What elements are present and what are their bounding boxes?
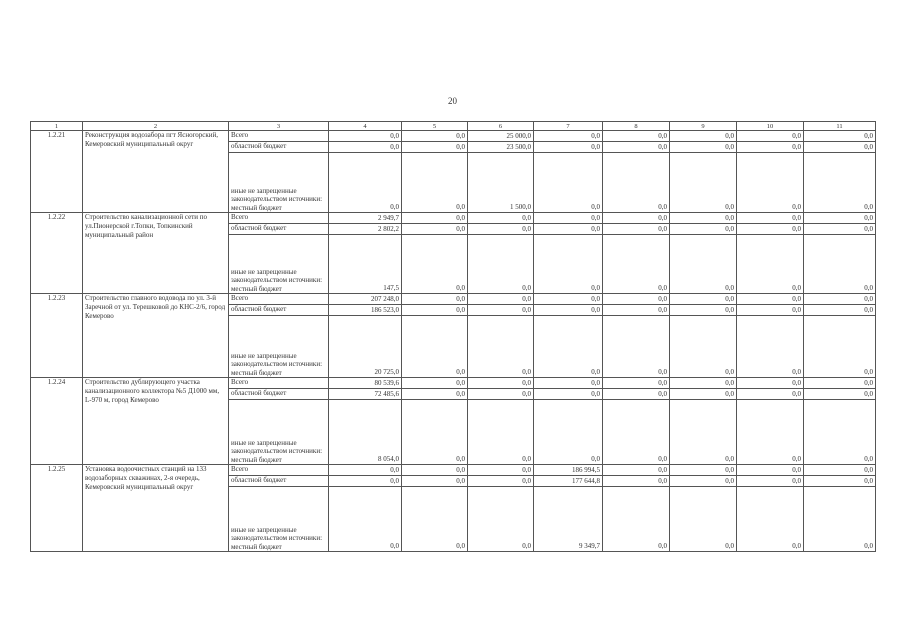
source-other-local: иные не запрещенные законодательством источники: местный бюджет <box>229 153 329 213</box>
value-cell: 0,0 <box>603 131 670 142</box>
value-cell: 0,0 <box>534 131 603 142</box>
value-cell: 0,0 <box>670 389 737 400</box>
value-cell: 0,0 <box>804 378 876 389</box>
column-header: 8 <box>603 122 670 131</box>
value-cell: 0,0 <box>670 131 737 142</box>
source-total: Всего <box>229 131 329 142</box>
value-cell: 0,0 <box>603 213 670 224</box>
value-cell: 0,0 <box>737 235 804 294</box>
value-cell: 0,0 <box>402 294 468 305</box>
value-cell: 186 994,5 <box>534 465 603 476</box>
value-cell: 1 500,0 <box>468 153 534 213</box>
value-cell: 0,0 <box>804 224 876 235</box>
value-cell: 0,0 <box>737 153 804 213</box>
column-header: 1 <box>31 122 83 131</box>
column-header: 3 <box>229 122 329 131</box>
value-cell: 0,0 <box>402 213 468 224</box>
value-cell: 0,0 <box>468 389 534 400</box>
value-cell: 0,0 <box>534 378 603 389</box>
value-cell: 0,0 <box>534 400 603 465</box>
source-total: Всего <box>229 465 329 476</box>
source-total: Всего <box>229 378 329 389</box>
value-cell: 0,0 <box>737 476 804 487</box>
source-regional: областной бюджет <box>229 305 329 316</box>
value-cell: 0,0 <box>402 465 468 476</box>
value-cell: 0,0 <box>603 305 670 316</box>
value-cell: 0,0 <box>670 294 737 305</box>
value-cell: 0,0 <box>534 294 603 305</box>
value-cell: 0,0 <box>534 316 603 378</box>
value-cell: 0,0 <box>603 389 670 400</box>
value-cell: 0,0 <box>402 389 468 400</box>
value-cell: 0,0 <box>603 235 670 294</box>
value-cell: 0,0 <box>534 153 603 213</box>
value-cell: 0,0 <box>329 487 402 552</box>
value-cell: 0,0 <box>603 378 670 389</box>
value-cell: 8 054,0 <box>329 400 402 465</box>
value-cell: 0,0 <box>804 213 876 224</box>
column-header: 11 <box>804 122 876 131</box>
value-cell: 0,0 <box>402 142 468 153</box>
column-header: 10 <box>737 122 804 131</box>
value-cell: 0,0 <box>402 378 468 389</box>
value-cell: 0,0 <box>329 131 402 142</box>
value-cell: 0,0 <box>603 487 670 552</box>
value-cell: 0,0 <box>468 305 534 316</box>
value-cell: 0,0 <box>468 294 534 305</box>
source-regional: областной бюджет <box>229 142 329 153</box>
page-number: 20 <box>448 96 457 106</box>
item-code: 1.2.25 <box>31 465 83 552</box>
item-code: 1.2.22 <box>31 213 83 294</box>
value-cell: 0,0 <box>670 487 737 552</box>
value-cell: 0,0 <box>402 476 468 487</box>
value-cell: 0,0 <box>534 305 603 316</box>
table-row <box>31 131 876 142</box>
value-cell: 0,0 <box>468 476 534 487</box>
value-cell: 0,0 <box>804 465 876 476</box>
column-header: 2 <box>83 122 229 131</box>
value-cell: 2 802,2 <box>329 224 402 235</box>
value-cell: 0,0 <box>468 487 534 552</box>
item-code: 1.2.24 <box>31 378 83 465</box>
value-cell: 186 523,0 <box>329 305 402 316</box>
value-cell: 0,0 <box>737 142 804 153</box>
value-cell: 20 725,0 <box>329 316 402 378</box>
value-cell: 0,0 <box>737 465 804 476</box>
value-cell: 0,0 <box>402 316 468 378</box>
item-name: Реконструкция водозабора пгт Ясногорский, Кемеровский муниципальный округ <box>83 131 229 213</box>
item-code: 1.2.21 <box>31 131 83 213</box>
value-cell: 0,0 <box>603 400 670 465</box>
value-cell: 0,0 <box>804 294 876 305</box>
value-cell: 0,0 <box>804 316 876 378</box>
value-cell: 0,0 <box>329 465 402 476</box>
value-cell: 0,0 <box>670 476 737 487</box>
item-name: Строительство дублирующего участка канализационного коллектора №5 Д1000 мм, L-970 м, город Кемерово <box>83 378 229 465</box>
value-cell: 0,0 <box>737 400 804 465</box>
item-code: 1.2.23 <box>31 294 83 378</box>
value-cell: 9 349,7 <box>534 487 603 552</box>
funding-table <box>30 121 876 552</box>
source-regional: областной бюджет <box>229 389 329 400</box>
value-cell: 0,0 <box>737 131 804 142</box>
column-header: 7 <box>534 122 603 131</box>
value-cell: 0,0 <box>603 224 670 235</box>
value-cell: 0,0 <box>402 131 468 142</box>
source-total: Всего <box>229 213 329 224</box>
value-cell: 0,0 <box>468 224 534 235</box>
source-other-local: иные не запрещенные законодательством источники: местный бюджет <box>229 487 329 552</box>
value-cell: 0,0 <box>670 400 737 465</box>
value-cell: 0,0 <box>737 316 804 378</box>
source-regional: областной бюджет <box>229 476 329 487</box>
value-cell: 0,0 <box>402 305 468 316</box>
table-row <box>31 378 876 389</box>
value-cell: 0,0 <box>468 316 534 378</box>
source-regional: областной бюджет <box>229 224 329 235</box>
value-cell: 0,0 <box>402 153 468 213</box>
value-cell: 0,0 <box>603 294 670 305</box>
value-cell: 0,0 <box>603 476 670 487</box>
value-cell: 0,0 <box>804 142 876 153</box>
value-cell: 25 000,0 <box>468 131 534 142</box>
column-header: 4 <box>329 122 402 131</box>
value-cell: 0,0 <box>804 476 876 487</box>
value-cell: 0,0 <box>468 213 534 224</box>
table-row <box>31 213 876 224</box>
value-cell: 177 644,8 <box>534 476 603 487</box>
table-row <box>31 294 876 305</box>
source-other-local: иные не запрещенные законодательством источники: местный бюджет <box>229 400 329 465</box>
value-cell: 0,0 <box>670 378 737 389</box>
value-cell: 2 949,7 <box>329 213 402 224</box>
value-cell: 0,0 <box>603 465 670 476</box>
source-other-local: иные не запрещенные законодательством источники: местный бюджет <box>229 235 329 294</box>
value-cell: 0,0 <box>804 400 876 465</box>
value-cell: 0,0 <box>468 235 534 294</box>
value-cell: 0,0 <box>670 465 737 476</box>
value-cell: 207 248,0 <box>329 294 402 305</box>
value-cell: 0,0 <box>737 389 804 400</box>
value-cell: 0,0 <box>737 213 804 224</box>
value-cell: 80 539,6 <box>329 378 402 389</box>
value-cell: 0,0 <box>534 213 603 224</box>
source-total: Всего <box>229 294 329 305</box>
item-name: Строительство канализационной сети по ул.Пионерской г.Топки, Топкинский муниципальный район <box>83 213 229 294</box>
column-header: 5 <box>402 122 468 131</box>
value-cell: 0,0 <box>804 389 876 400</box>
value-cell: 0,0 <box>737 487 804 552</box>
value-cell: 0,0 <box>329 153 402 213</box>
value-cell: 0,0 <box>534 142 603 153</box>
value-cell: 0,0 <box>670 213 737 224</box>
value-cell: 0,0 <box>670 153 737 213</box>
value-cell: 0,0 <box>329 142 402 153</box>
value-cell: 0,0 <box>737 378 804 389</box>
value-cell: 0,0 <box>468 400 534 465</box>
table-row <box>31 465 876 476</box>
value-cell: 147,5 <box>329 235 402 294</box>
value-cell: 0,0 <box>670 316 737 378</box>
value-cell: 0,0 <box>468 378 534 389</box>
value-cell: 0,0 <box>534 224 603 235</box>
value-cell: 0,0 <box>402 235 468 294</box>
value-cell: 0,0 <box>603 316 670 378</box>
value-cell: 0,0 <box>329 476 402 487</box>
value-cell: 0,0 <box>804 487 876 552</box>
value-cell: 0,0 <box>534 235 603 294</box>
value-cell: 0,0 <box>468 465 534 476</box>
item-name: Установка водоочистных станций на 133 водозаборных скважинах, 2-я очередь, Кемеровский муниципальный округ <box>83 465 229 552</box>
value-cell: 0,0 <box>670 305 737 316</box>
source-other-local: иные не запрещенные законодательством источники: местный бюджет <box>229 316 329 378</box>
header-row <box>31 122 876 131</box>
column-header: 6 <box>468 122 534 131</box>
value-cell: 0,0 <box>603 153 670 213</box>
value-cell: 23 500,0 <box>468 142 534 153</box>
value-cell: 0,0 <box>670 224 737 235</box>
value-cell: 0,0 <box>402 400 468 465</box>
value-cell: 0,0 <box>402 224 468 235</box>
value-cell: 0,0 <box>737 294 804 305</box>
value-cell: 0,0 <box>804 131 876 142</box>
value-cell: 0,0 <box>804 153 876 213</box>
value-cell: 0,0 <box>603 142 670 153</box>
value-cell: 0,0 <box>804 305 876 316</box>
value-cell: 72 485,6 <box>329 389 402 400</box>
value-cell: 0,0 <box>534 389 603 400</box>
value-cell: 0,0 <box>670 142 737 153</box>
value-cell: 0,0 <box>737 224 804 235</box>
value-cell: 0,0 <box>670 235 737 294</box>
value-cell: 0,0 <box>804 235 876 294</box>
item-name: Строительство главного водовода по ул. 3-й Заречной от ул. Терешковой до КНС-2/6, город Кемерово <box>83 294 229 378</box>
column-header: 9 <box>670 122 737 131</box>
value-cell: 0,0 <box>402 487 468 552</box>
value-cell: 0,0 <box>737 305 804 316</box>
